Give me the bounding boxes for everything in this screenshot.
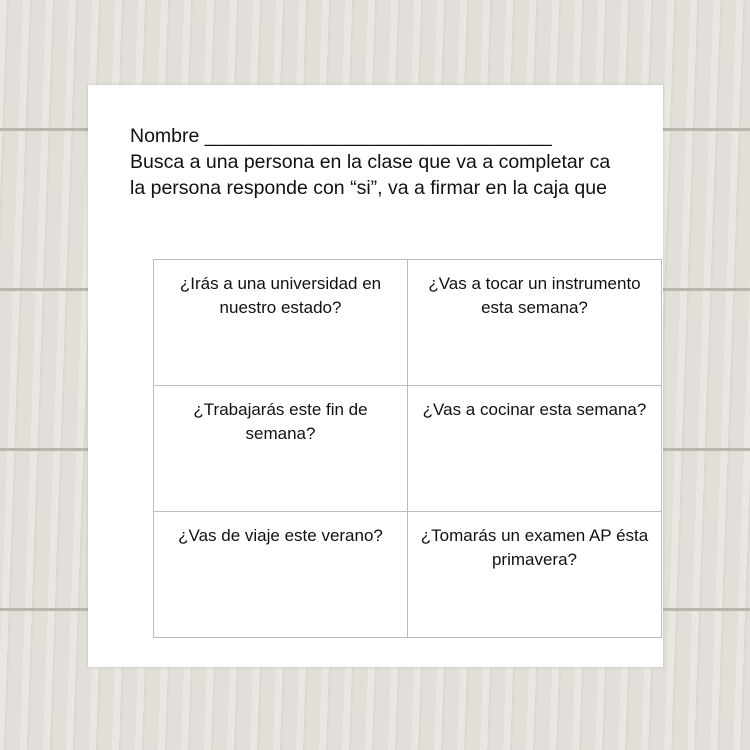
grid-cell: ¿Vas de viaje este verano? (154, 512, 408, 638)
grid-row (154, 386, 662, 512)
name-line: Nombre ________________________________ (130, 125, 552, 147)
instruction-line-2: la persona responde con “si”, va a firmar en la caja que (130, 177, 607, 199)
grid-row (154, 260, 662, 386)
grid-cell: ¿Tomarás un examen AP ésta primavera? (408, 512, 662, 638)
question-grid (153, 259, 662, 638)
grid-cell: ¿Vas a tocar un instrumento esta semana? (408, 260, 662, 386)
instruction-line-1: Busca a una persona en la clase que va a completar ca (130, 151, 611, 173)
grid-cell: ¿Irás a una universidad en nuestro estado? (154, 260, 408, 386)
grid-cell: ¿Vas a cocinar esta semana? (408, 386, 662, 512)
grid-row (154, 512, 662, 638)
grid-cell: ¿Trabajarás este fin de semana? (154, 386, 408, 512)
worksheet-page (88, 85, 663, 667)
worksheet-header (130, 123, 610, 201)
